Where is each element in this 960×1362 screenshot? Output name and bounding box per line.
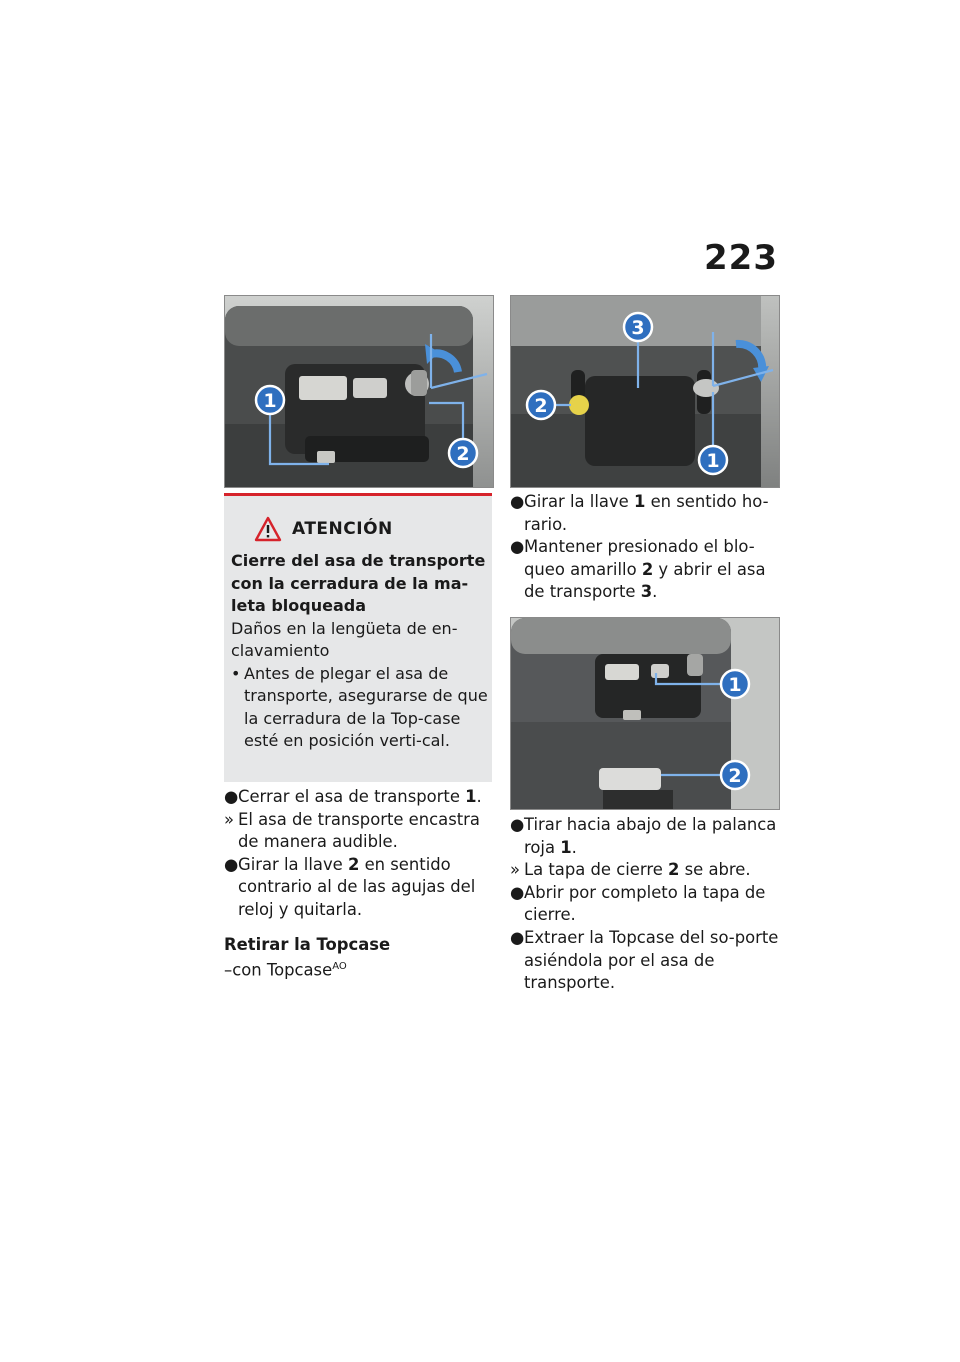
warning-consequence: Daños en la lengüeta de en-clavamiento xyxy=(231,618,458,660)
list-item: ● Mantener presionado el blo-queo amarillo 2 y abrir el asa de transporte 3. xyxy=(510,537,766,602)
warning-heading: Cierre del asa de transporte con la cerradura de la ma-leta bloqueada xyxy=(231,551,486,615)
list-item: ● Girar la llave 2 en sentido contrario al de las agujas del reloj y quitarla. xyxy=(224,854,476,919)
warning-header xyxy=(254,516,393,542)
right-column-bottom xyxy=(510,814,780,995)
figure-key-turn xyxy=(510,295,780,488)
right-column-top xyxy=(510,491,780,604)
callout-2: 2 xyxy=(728,765,742,787)
warning-bullet-text: Antes de plegar el asa de transporte, asegurarse de que la cerradura de la Top-case esté en posición verti-cal. xyxy=(244,663,488,750)
callout-2: 2 xyxy=(534,395,548,417)
page-number: 223 xyxy=(704,238,778,278)
callout-1: 1 xyxy=(728,674,742,696)
section-subtitle: –con Topcase$^{AO}$ xyxy=(224,960,347,980)
list-item: ● Girar la llave 1 en sentido ho-rario. xyxy=(510,492,769,534)
warning-bullet: • Antes de plegar el asa de transporte, asegurarse de que la cerradura de la Top-case esté en posición verti-cal. xyxy=(231,663,489,753)
figure-handle-lock xyxy=(224,295,494,488)
callout-1: 1 xyxy=(706,450,720,472)
list-item: » El asa de transporte encastra de manera audible. xyxy=(224,809,480,852)
callout-1: 1 xyxy=(263,390,277,412)
figure-release-lever xyxy=(510,617,780,810)
list-item: ● Abrir por completo la tapa de cierre. xyxy=(510,882,766,925)
callout-3: 3 xyxy=(631,317,645,339)
list-item: » La tapa de cierre 2 se abre. xyxy=(510,860,751,880)
left-column xyxy=(224,786,490,982)
callout-2: 2 xyxy=(456,443,470,465)
section-title: Retirar la Topcase xyxy=(224,934,391,954)
list-item: ● Cerrar el asa de transporte 1. xyxy=(224,787,482,806)
list-item: ● Extraer la Topcase del so-porte asiéndola por el asa de transporte. xyxy=(510,927,779,993)
list-item: ● Tirar hacia abajo de la palanca roja 1. xyxy=(510,815,777,857)
warning-box xyxy=(224,493,492,782)
warning-triangle-icon xyxy=(254,516,282,542)
warning-title: ATENCIÓN xyxy=(292,519,393,539)
